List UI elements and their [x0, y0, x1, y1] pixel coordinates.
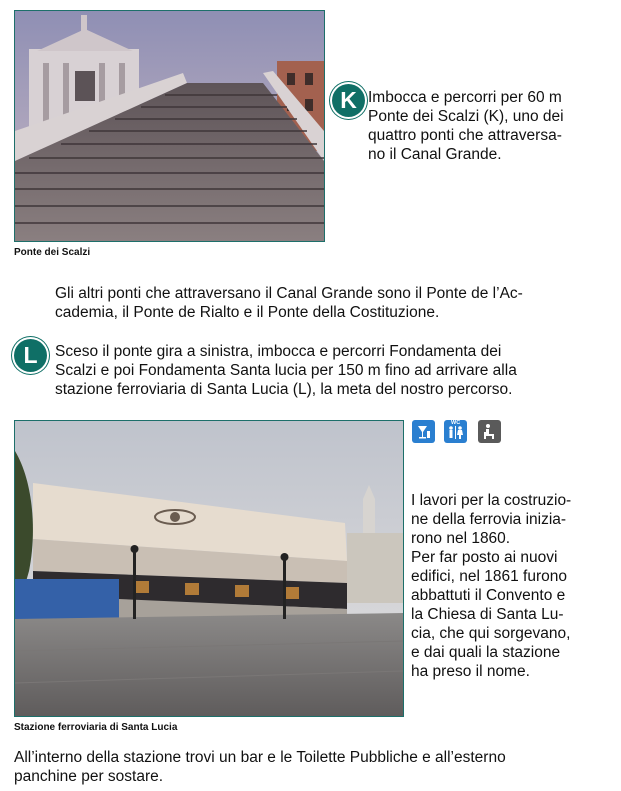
badge-letter: K — [340, 87, 357, 113]
text-line: Scalzi e poi Fondamenta Santa lucia per 150 m fino ad arrivare alla — [55, 362, 517, 379]
bar-icon — [412, 420, 435, 443]
text-line: Sceso il ponte gira a sinistra, imbocca e percorri Fondamenta dei — [55, 343, 502, 360]
text-line: cademia, il Ponte de Rialto e il Ponte della Costituzione. — [55, 304, 440, 321]
text-line: ne della ferrovia inizia- — [411, 511, 567, 528]
text-line: rono nel 1860. — [411, 530, 511, 547]
other-bridges-paragraph — [55, 284, 590, 322]
waypoint-k-text — [368, 88, 590, 164]
text-line: Per far posto ai nuovi — [411, 549, 558, 566]
text-line: Ponte dei Scalzi (K), uno dei — [368, 108, 564, 125]
text-line: ha preso il nome. — [411, 663, 530, 680]
text-line: I lavori per la costruzio- — [411, 492, 572, 509]
badge-letter: L — [23, 342, 38, 368]
text-line: abbattuti il Convento e — [411, 587, 566, 604]
bench-icon — [478, 420, 501, 443]
text-line: e dai quali la stazione — [411, 644, 561, 661]
text-line: stazione ferroviaria di Santa Lucia (L), la meta del nostro percorso. — [55, 381, 513, 398]
text-line: panchine per sostare. — [14, 768, 164, 785]
photo-caption-scalzi: Ponte dei Scalzi — [14, 247, 91, 258]
text-line: la Chiesa di Santa Lu- — [411, 606, 564, 623]
photo-caption-station: Stazione ferroviaria di Santa Lucia — [14, 722, 178, 733]
toilet-icon — [444, 420, 467, 443]
text-line: Imbocca e percorri per 60 m — [368, 89, 562, 106]
waypoint-k-badge — [332, 84, 365, 117]
text-line: no il Canal Grande. — [368, 146, 502, 163]
waypoint-l-text — [55, 342, 590, 399]
footer-paragraph — [14, 748, 591, 786]
text-line: All’interno della stazione trovi un bar e le Toilette Pubbliche e all’esterno — [14, 749, 506, 766]
stazione-santa-lucia-photo — [14, 420, 404, 717]
text-line: edifici, nel 1861 furono — [411, 568, 567, 585]
waypoint-l-badge — [14, 339, 47, 372]
text-line: cia, che qui sorgevano, — [411, 625, 571, 642]
ponte-dei-scalzi-photo — [14, 10, 325, 242]
station-history-text — [411, 491, 591, 681]
wc-label: WC — [451, 420, 461, 426]
text-line: quattro ponti che attraversa- — [368, 127, 562, 144]
text-line: Gli altri ponti che attraversano il Canal Grande sono il Ponte de l’Ac- — [55, 285, 523, 302]
